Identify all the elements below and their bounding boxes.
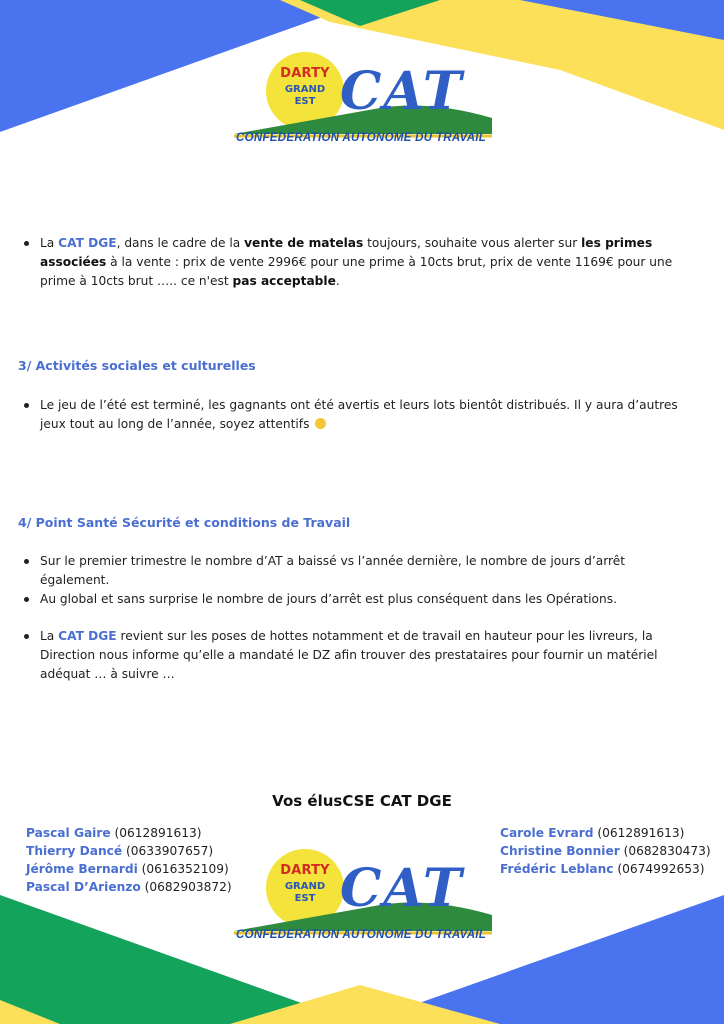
list-item: La CAT DGE revient sur les poses de hottes notamment et de travail en hauteur pour les livreurs, la Direction nous informe qu’elle a mandaté le DZ afin trouver des prestataires pour fournir un matériel adéquat … à suivre … (18, 627, 688, 684)
elu-entry: Thierry Dancé (0633907657) (26, 844, 214, 858)
list-item: La CAT DGE, dans le cadre de la vente de matelas toujours, souhaite vous alerter sur les primes associées à la vente : prix de vente 2996€ pour une prime à 10cts brut, prix de vente 1169€ pour une prime à 10cts brut ….. ce n'est pas acceptable. (18, 234, 688, 291)
cat-logo-footer (230, 845, 495, 950)
elu-entry: Jérôme Bernardi (0616352109) (26, 862, 229, 876)
elus-left-column (26, 824, 232, 896)
list-item: Sur le premier trimestre le nombre d’AT a baissé vs l’année dernière, le nombre de jours d’arrêt également. (18, 552, 688, 590)
section-4-heading: 4/ Point Santé Sécurité et conditions de Travail (18, 515, 351, 530)
elu-entry: Frédéric Leblanc (0674992653) (500, 862, 705, 876)
elus-right-column (500, 824, 711, 878)
logo-cat-text: CAT (340, 61, 464, 122)
footer-title: Vos élusCSE CAT DGE (272, 792, 452, 810)
section-3-heading: 3/ Activités sociales et culturelles (18, 358, 256, 373)
cat-logo-header (230, 48, 495, 153)
elu-entry: Carole Evrard (0612891613) (500, 826, 685, 840)
elu-entry: Christine Bonnier (0682830473) (500, 844, 711, 858)
section-3-list (18, 396, 688, 434)
logo-confederation-text: CONFEDERATION AUTONOME DU TRAVAIL (236, 132, 487, 144)
list-item: Le jeu de l’été est terminé, les gagnants ont été avertis et leurs lots bientôt distribués. Il y aura d’autres jeux tout au long de l’année, soyez attentifs (18, 396, 688, 434)
logo-darty-text: DARTY (280, 66, 330, 81)
logo-grand-est-text: GRAND EST (284, 881, 326, 904)
logo-confederation-text: CONFEDERATION AUTONOME DU TRAVAIL (236, 929, 487, 941)
section-4-list-2 (18, 627, 688, 684)
elu-entry: Pascal D’Arienzo (0682903872) (26, 880, 232, 894)
section-matelas (18, 234, 688, 291)
wink-emoji-icon (315, 418, 326, 429)
list-item: Au global et sans surprise le nombre de jours d’arrêt est plus conséquent dans les Opérations. (18, 590, 688, 609)
elu-entry: Pascal Gaire (0612891613) (26, 826, 202, 840)
logo-darty-text: DARTY (280, 863, 330, 878)
section-4-list (18, 552, 688, 609)
logo-cat-text: CAT (340, 858, 464, 919)
logo-grand-est-text: GRAND EST (284, 84, 326, 107)
